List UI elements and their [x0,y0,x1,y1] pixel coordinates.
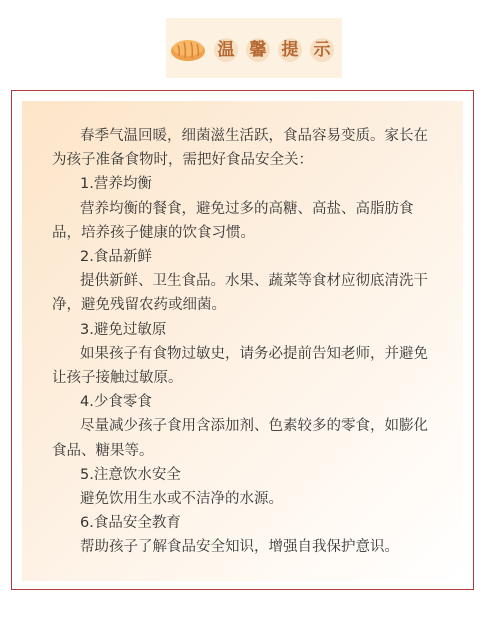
item-text: 尽量减少孩子食用含添加剂、色素较多的零食，如膨化食品、糖果等。 [52,418,428,459]
notice-content [52,124,440,560]
item-heading: 4.少食零食 [80,394,152,411]
item-text: 如果孩子有食物过敏史，请务必提前告知老师，并避免让孩子接触过敏原。 [52,345,428,387]
title-char-1: 温 [214,38,238,62]
item-text: 营养均衡的餐食，避免过多的高糖、高盐、高脂肪食品，培养孩子健康的饮食习惯。 [52,200,414,241]
item-heading: 2.食品新鲜 [80,249,152,266]
title-char-4: 示 [310,38,334,62]
item-heading: 1.营养均衡 [80,176,152,193]
item-heading: 6.食品安全教育 [80,515,181,532]
intro-paragraph: 春季气温回暖，细菌滋生活跃，食品容易变质。家长在为孩子准备食物时，需把好食品安全关： [52,128,428,169]
title-char-2: 馨 [246,38,270,62]
item-heading: 3.避免过敏原 [80,321,167,338]
bread-icon [170,36,206,62]
item-heading: 5.注意饮水安全 [80,466,181,483]
item-text: 避免饮用生水或不洁净的水源。 [80,491,283,508]
title-char-3: 提 [278,38,302,62]
item-text: 帮助孩子了解食品安全知识，增强自我保护意识。 [80,539,399,556]
item-text: 提供新鲜、卫生食品。水果、蔬菜等食材应彻底清洗干净，避免残留农药或细菌。 [52,273,428,314]
title-banner [166,18,342,78]
